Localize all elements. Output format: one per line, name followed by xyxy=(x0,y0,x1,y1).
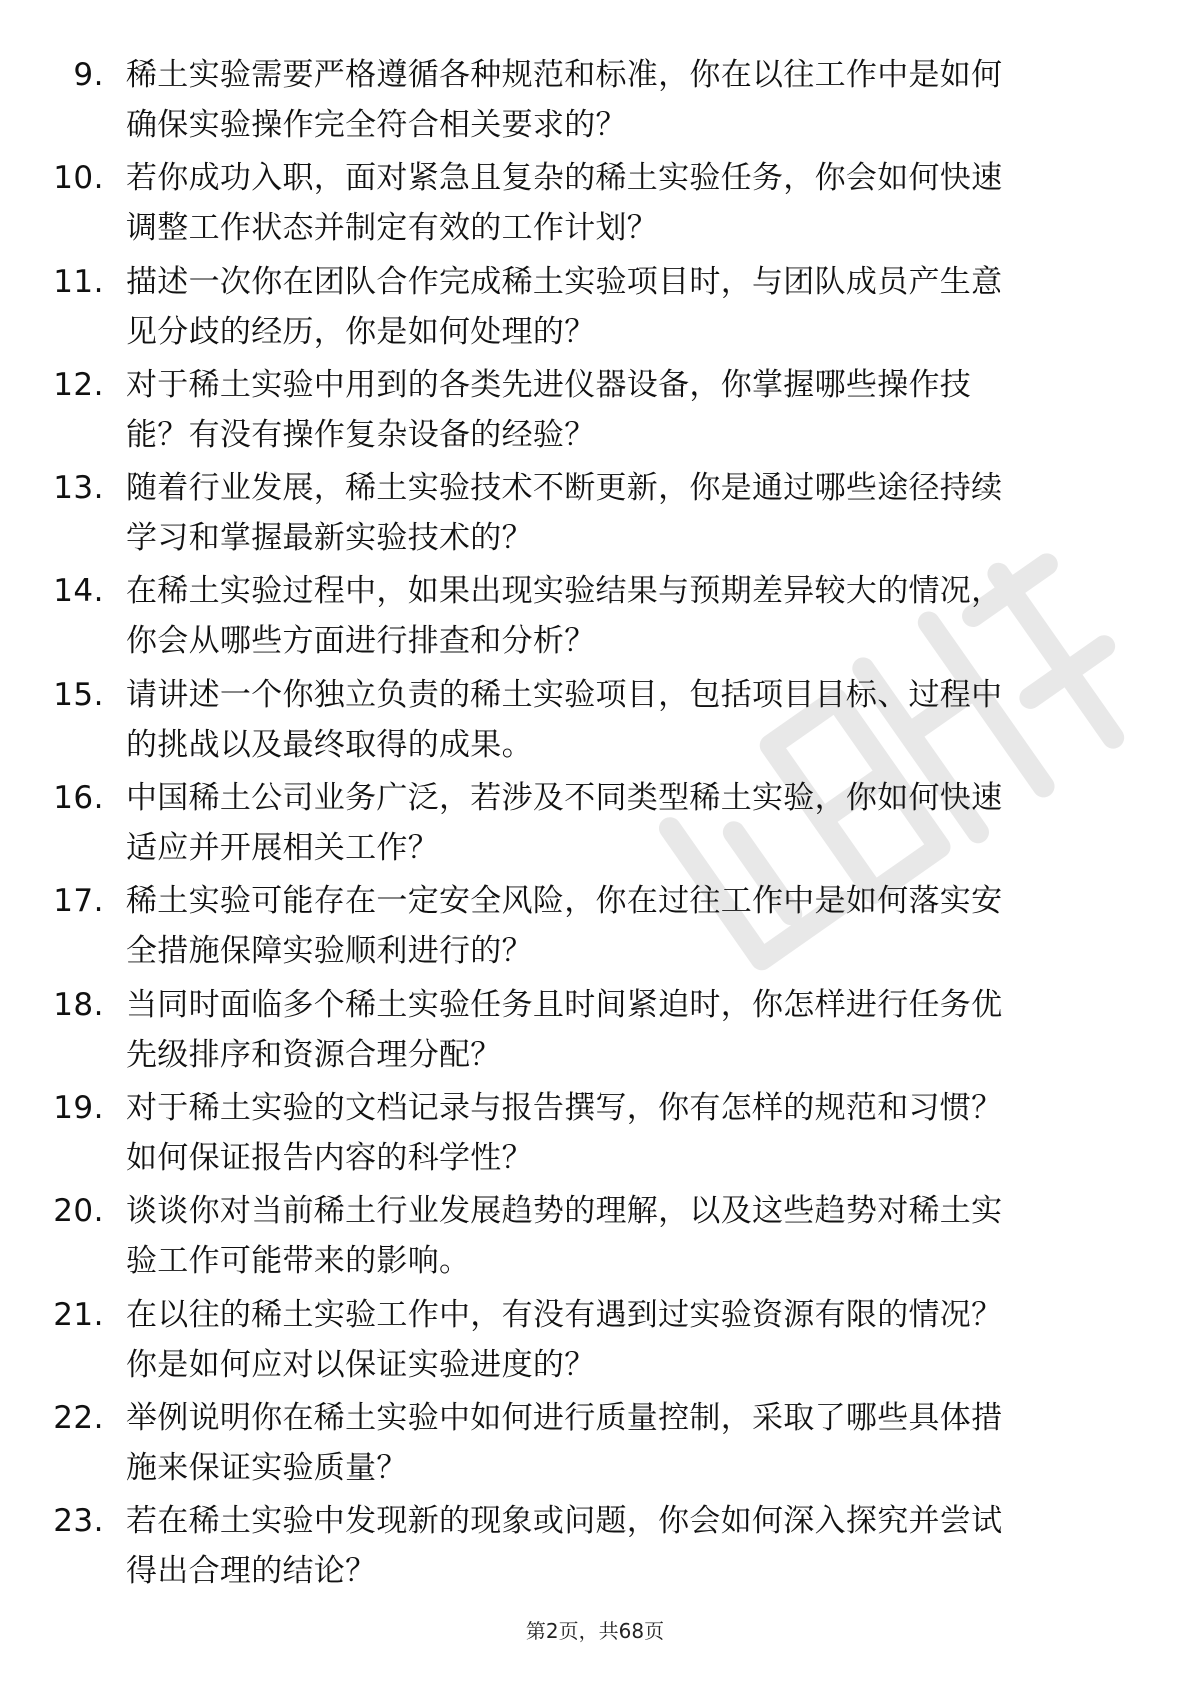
question-item xyxy=(0,566,1190,669)
question-number: 9. xyxy=(73,57,104,93)
question-number: 18. xyxy=(53,986,104,1023)
question-item xyxy=(0,463,1190,566)
question-text: 若在稀土实验中发现新的现象或问题，你会如何深入探究并尝试 得出合理的结论？ xyxy=(126,1503,1003,1590)
question-number: 22. xyxy=(53,1399,104,1436)
question-number: 11. xyxy=(53,263,104,300)
question-text: 稀土实验可能存在一定安全风险，你在过往工作中是如何落实安 全措施保障实验顺利进行的？ xyxy=(126,883,1003,970)
question-text: 举例说明你在稀土实验中如何进行质量控制，采取了哪些具体措 施来保证实验质量？ xyxy=(126,1399,1003,1486)
question-text: 请讲述一个你独立负责的稀土实验项目，包括项目目标、过程中 的挑战以及最终取得的成果。 xyxy=(126,676,1003,763)
question-number: 20. xyxy=(53,1193,104,1230)
question-text: 对于稀土实验中用到的各类先进仪器设备，你掌握哪些操作技 能？有没有操作复杂设备的经验？ xyxy=(126,366,972,453)
question-text: 稀土实验需要严格遵循各种规范和标准，你在以往工作中是如何 确保实验操作完全符合相关要求的？ xyxy=(126,57,1003,143)
question-number: 12. xyxy=(53,366,104,403)
question-item xyxy=(0,876,1190,979)
question-number: 15. xyxy=(53,676,104,713)
question-text: 随着行业发展，稀土实验技术不断更新，你是通过哪些途径持续 学习和掌握最新实验技术的？ xyxy=(126,470,1003,557)
question-item xyxy=(0,257,1190,360)
question-item xyxy=(0,153,1190,256)
question-number: 10. xyxy=(53,160,104,197)
question-text: 在以往的稀土实验工作中，有没有遇到过实验资源有限的情况？ 你是如何应对以保证实验进度的？ xyxy=(126,1296,1003,1383)
question-item xyxy=(0,360,1190,463)
question-item xyxy=(0,1393,1190,1496)
question-number: 13. xyxy=(53,470,104,507)
question-number: 21. xyxy=(53,1296,104,1333)
question-list xyxy=(0,50,1190,1599)
question-number: 16. xyxy=(53,780,104,817)
question-item xyxy=(0,773,1190,876)
question-text: 对于稀土实验的文档记录与报告撰写，你有怎样的规范和习惯？ 如何保证报告内容的科学性？ xyxy=(126,1089,1003,1176)
question-text: 若你成功入职，面对紧急且复杂的稀土实验任务，你会如何快速 调整工作状态并制定有效的工作计划？ xyxy=(126,160,1003,247)
question-text: 中国稀土公司业务广泛，若涉及不同类型稀土实验，你如何快速 适应并开展相关工作？ xyxy=(126,780,1003,867)
page-number-footer: 第2页，共68页 xyxy=(525,1619,665,1643)
question-item xyxy=(0,1496,1190,1599)
question-item xyxy=(0,1290,1190,1393)
question-number: 14. xyxy=(53,573,104,610)
question-number: 19. xyxy=(53,1089,104,1126)
question-item xyxy=(0,980,1190,1083)
question-text: 在稀土实验过程中，如果出现实验结果与预期差异较大的情况， 你会从哪些方面进行排查和分析？ xyxy=(126,573,1003,660)
question-item xyxy=(0,1186,1190,1289)
question-number: 23. xyxy=(53,1503,104,1540)
question-text: 描述一次你在团队合作完成稀土实验项目时，与团队成员产生意 见分歧的经历，你是如何处理的？ xyxy=(126,263,1003,350)
question-item xyxy=(0,1083,1190,1186)
question-item xyxy=(0,50,1190,153)
question-text: 谈谈你对当前稀土行业发展趋势的理解，以及这些趋势对稀土实 验工作可能带来的影响。 xyxy=(126,1193,1003,1280)
question-number: 17. xyxy=(53,883,104,920)
question-item xyxy=(0,670,1190,773)
question-text: 当同时面临多个稀土实验任务且时间紧迫时，你怎样进行任务优 先级排序和资源合理分配？ xyxy=(126,986,1003,1073)
